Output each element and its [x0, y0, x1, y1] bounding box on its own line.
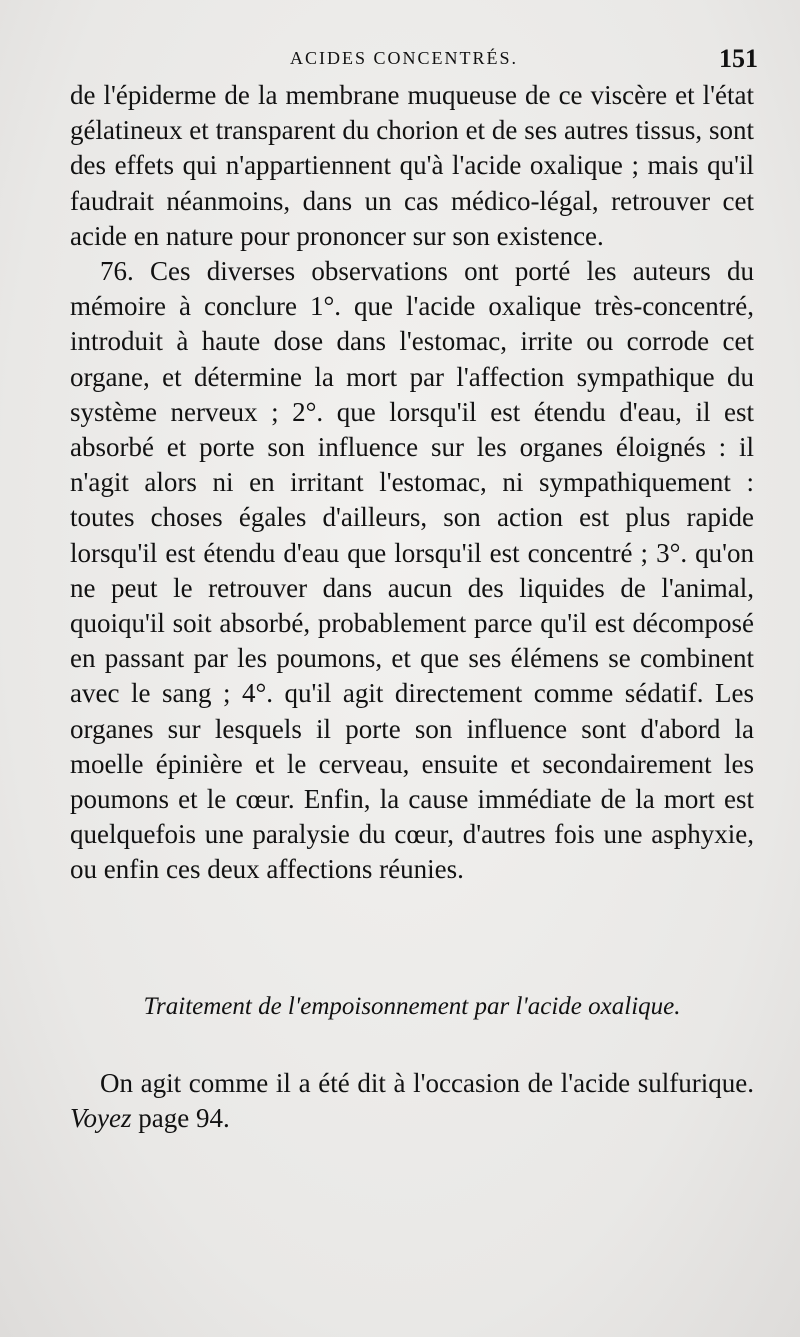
treatment-paragraph: [70, 1066, 754, 1136]
paragraph-76: 76. Ces diverses observations ont porté les auteurs du mémoire à conclure 1°. que l'acide oxalique très-concentré, introduit à haute dose dans l'estomac, irrite ou corrode cet organe, et détermine la mort par l'affection sympathique du système nerveux ; 2°. que lorsqu'il est étendu d'eau, il est absorbé et porte son influence sur les organes éloignés : il n'agit alors ni en irritant l'estomac, ni sympathiquement : toutes choses égales d'ailleurs, son action est plus rapide lorsqu'il est étendu d'eau que lorsqu'il est concentré ; 3°. qu'on ne peut le retrouver dans aucun des liquides de l'animal, quoiqu'il soit absorbé, probablement parce qu'il est décomposé en passant par les poumons, et que ses élémens se combinent avec le sang ; 4°. qu'il agit directement comme sédatif. Les organes sur lesquels il porte son influence sont d'abord la moelle épinière et le cerveau, ensuite et secondairement les poumons et le cœur. Enfin, la cause immédiate de la mort est quelquefois une paralysie du cœur, d'autres fois une asphyxie, ou enfin ces deux affections réunies.: [70, 256, 754, 885]
body-text: [70, 78, 754, 888]
page-reference: page 94.: [138, 1103, 230, 1133]
paragraph-continuation: de l'épiderme de la membrane muqueuse de ce viscère et l'état gélatineux et transparent du chorion et de ses autres tissus, sont des effets qui n'appartiennent qu'à l'acide oxalique ; mais qu'il faudrait néanmoins, dans un cas médico-légal, retrouver cet acide en nature pour prononcer sur son existence.: [70, 80, 754, 251]
see-label: Voyez: [70, 1103, 132, 1133]
page-number: 151: [719, 44, 758, 73]
treatment-text: On agit comme il a été dit à l'occasion de l'acide sulfurique.: [100, 1068, 754, 1098]
section-title: Traitement de l'empoisonnement par l'acide oxalique.: [143, 993, 681, 1020]
running-head: [70, 44, 770, 78]
running-title: ACIDES CONCENTRÉS.: [290, 48, 519, 68]
